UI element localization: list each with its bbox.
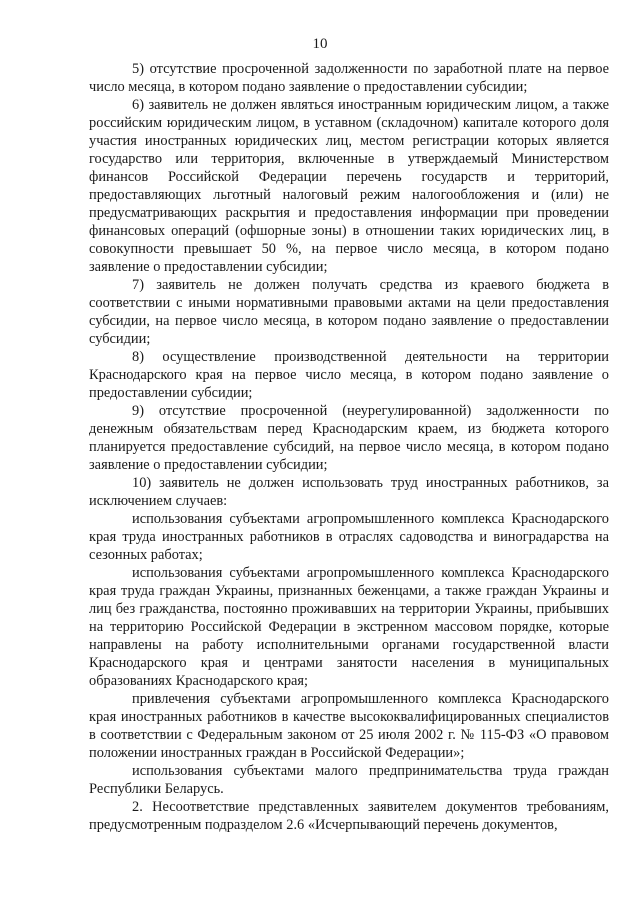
paragraph-item-9: 9) отсутствие просроченной (неурегулированной) задолженности по денежным обязательствам перед Краснодарским краем, из бюджета которого планируется предоставление субсидий, на первое число месяца, в котором подано заявление о предоставлении субсидии; bbox=[89, 403, 609, 473]
paragraph-item-5: 5) отсутствие просроченной задолженности по заработной плате на первое число месяца, в котором подано заявление о предоставлении субсидии; bbox=[89, 61, 609, 95]
paragraph-item-10: 10) заявитель не должен использовать труд иностранных работников, за исключением случаев: bbox=[89, 475, 609, 509]
paragraph-item-6: 6) заявитель не должен являться иностранным юридическим лицом, а также российским юридическим лицом, в уставном (складочном) капитале которого доля участия иностранных юридических лиц, местом регистрации которых является государство или территория, включенные в утверждаемый Министерством финансов Российской Федерации перечень государств и территорий, предоставляющих льготный налоговый режим налогообложения и (или) не предусматривающих раскрытия и предоставления информации при проведении финансовых операций (офшорные зоны) в отношении таких юридических лиц, в совокупности превышает 50 %, на первое число месяца, в котором подано заявление о предоставлении субсидии; bbox=[89, 97, 609, 275]
page-number: 10 bbox=[312, 36, 328, 52]
paragraph-exception-specialists: привлечения субъектами агропромышленного комплекса Краснодарского края иностранных работников в качестве высококвалифицированных специалистов в соответствии с Федеральным законом от 25 июля 2002 г. № 115-ФЗ «О правовом положении иностранных граждан в Российской Федерации»; bbox=[89, 691, 609, 761]
paragraph-exception-seasonal: использования субъектами агропромышленного комплекса Краснодарского края труда иностранных работников в отраслях садоводства и виноградарства на сезонных работах; bbox=[89, 511, 609, 563]
document-body bbox=[89, 60, 609, 834]
paragraph-section-2: 2. Несоответствие представленных заявителем документов требованиям, предусмотренным подразделом 2.6 «Исчерпывающий перечень документов, bbox=[89, 799, 609, 833]
paragraph-item-7: 7) заявитель не должен получать средства из краевого бюджета в соответствии с иными нормативными правовыми актами на цели предоставления субсидии, на первое число месяца, в котором подано заявление о предоставлении субсидии; bbox=[89, 277, 609, 347]
paragraph-exception-refugees: использования субъектами агропромышленного комплекса Краснодарского края труда граждан Украины, признанных беженцами, а также граждан Украины и лиц без гражданства, постоянно проживавших на территории Украины, прибывших на территорию Российской Федерации в экстренном массовом порядке, которые направлены на работу исполнительными органами государственной власти Краснодарского края и центрами занятости населения в муниципальных образованиях Краснодарского края; bbox=[89, 565, 609, 689]
paragraph-exception-belarus: использования субъектами малого предпринимательства труда граждан Республики Беларусь. bbox=[89, 763, 609, 797]
paragraph-item-8: 8) осуществление производственной деятельности на территории Краснодарского края на первое число месяца, в котором подано заявление о предоставлении субсидии; bbox=[89, 349, 609, 401]
